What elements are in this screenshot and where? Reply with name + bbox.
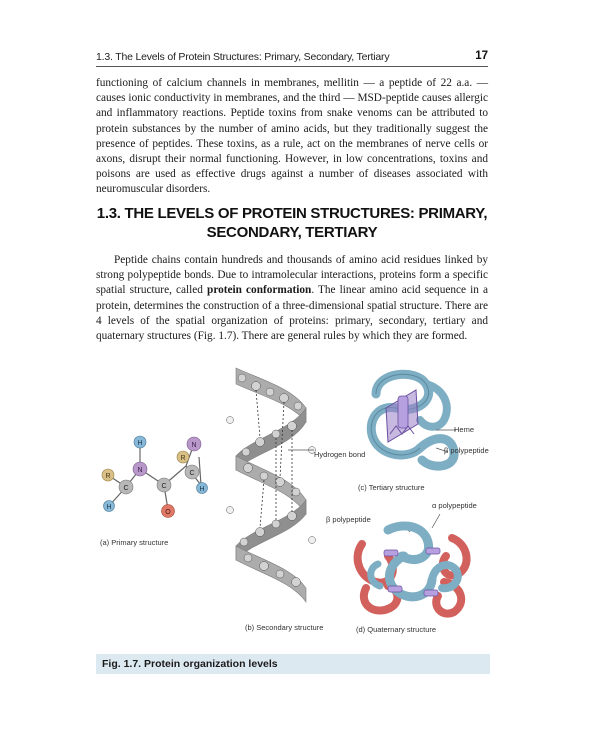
svg-text:H: H xyxy=(199,486,205,493)
figure-caption-bar xyxy=(96,654,490,674)
secondary-structure-diagram xyxy=(222,360,322,622)
section-paragraph xyxy=(96,253,488,344)
quaternary-structure-label: (d) Quaternary structure xyxy=(356,625,437,634)
svg-text:O: O xyxy=(165,509,171,516)
running-header xyxy=(96,50,488,67)
primary-structure-diagram xyxy=(96,430,216,530)
paragraph-text-start: Peptide chains contain hundreds and thousands of amino acid residues linked by strong polypeptide bonds. Due to intramolecular interactions, proteins form a specific spatial structure, called xyxy=(96,254,488,297)
atom-h-top xyxy=(134,436,146,448)
figure-caption: Fig. 1.7. Protein organization levels xyxy=(102,658,278,670)
heme-label: Heme xyxy=(454,425,475,434)
atom-n-right xyxy=(187,437,201,451)
svg-text:C: C xyxy=(161,483,167,490)
hydrogen-bond-label: Hydrogen bond xyxy=(314,450,366,459)
paragraph-text-end: . The linear amino acid sequence in a protein, determines the construction of a three-dimensional spatial structure. There are 4 levels of the spatial organization of proteins: primary, secondary, tertiary and quaternary structures (Fig. 1.7). There are general rules by which they are formed. xyxy=(96,284,488,343)
tertiary-beta-label: β polypeptide xyxy=(444,446,489,455)
svg-text:C: C xyxy=(123,485,129,492)
svg-text:C: C xyxy=(189,470,195,477)
svg-text:N: N xyxy=(191,442,197,449)
atom-r-left xyxy=(102,469,114,481)
quaternary-beta-label: β polypeptide xyxy=(326,515,371,524)
atom-h-right xyxy=(197,483,208,494)
section-title: 1.3. THE LEVELS OF PROTEIN STRUCTURES: PRIMARY, SECONDARY, TERTIARY xyxy=(96,205,488,241)
primary-structure-label: (a) Primary structure xyxy=(100,538,169,547)
atom-c-right xyxy=(185,465,199,479)
atom-h-bottom xyxy=(104,501,115,512)
svg-text:H: H xyxy=(106,504,112,511)
figure-protein-levels xyxy=(96,360,488,650)
atom-c-mid xyxy=(157,478,171,492)
atom-o-bottom xyxy=(162,505,175,518)
atom-r-right xyxy=(177,451,189,463)
intro-paragraph: functioning of calcium channels in membranes, mellitin — a peptide of 22 a.a. — causes ionic conductivity in membranes, and the third — MSD-peptide causes allergic and inflammatory reactions. Peptide toxins from snake venoms can be attributed to protein substances by the number of amino acids, but they traditionally suggest the presence of peptides. These toxins, as a rule, act on the membranes of nerve cells or axons, disrupt their normal functioning. However, in low concentrations, toxins and poisons are used as effective drugs against a number of diseases associated with neuromuscular disorders. xyxy=(96,77,488,196)
secondary-structure-label: (b) Secondary structure xyxy=(245,623,324,632)
hydrogen-bond-pointer xyxy=(286,440,316,460)
svg-text:R: R xyxy=(180,455,186,462)
quaternary-structure-diagram xyxy=(348,508,478,620)
running-title: 1.3. The Levels of Protein Structures: Primary, Secondary, Tertiary xyxy=(96,51,390,63)
page-number: 17 xyxy=(475,50,488,62)
svg-text:R: R xyxy=(105,473,111,480)
bold-term: protein conformation xyxy=(207,284,312,297)
tertiary-structure-diagram xyxy=(356,364,466,474)
tertiary-structure-label: (c) Tertiary structure xyxy=(358,483,425,492)
svg-text:H: H xyxy=(137,440,143,447)
heme-group xyxy=(386,390,418,442)
svg-text:N: N xyxy=(137,467,143,474)
atom-c-left xyxy=(119,480,133,494)
alpha-polypeptide-label: α polypeptide xyxy=(432,501,477,510)
atom-n-left xyxy=(133,462,147,476)
